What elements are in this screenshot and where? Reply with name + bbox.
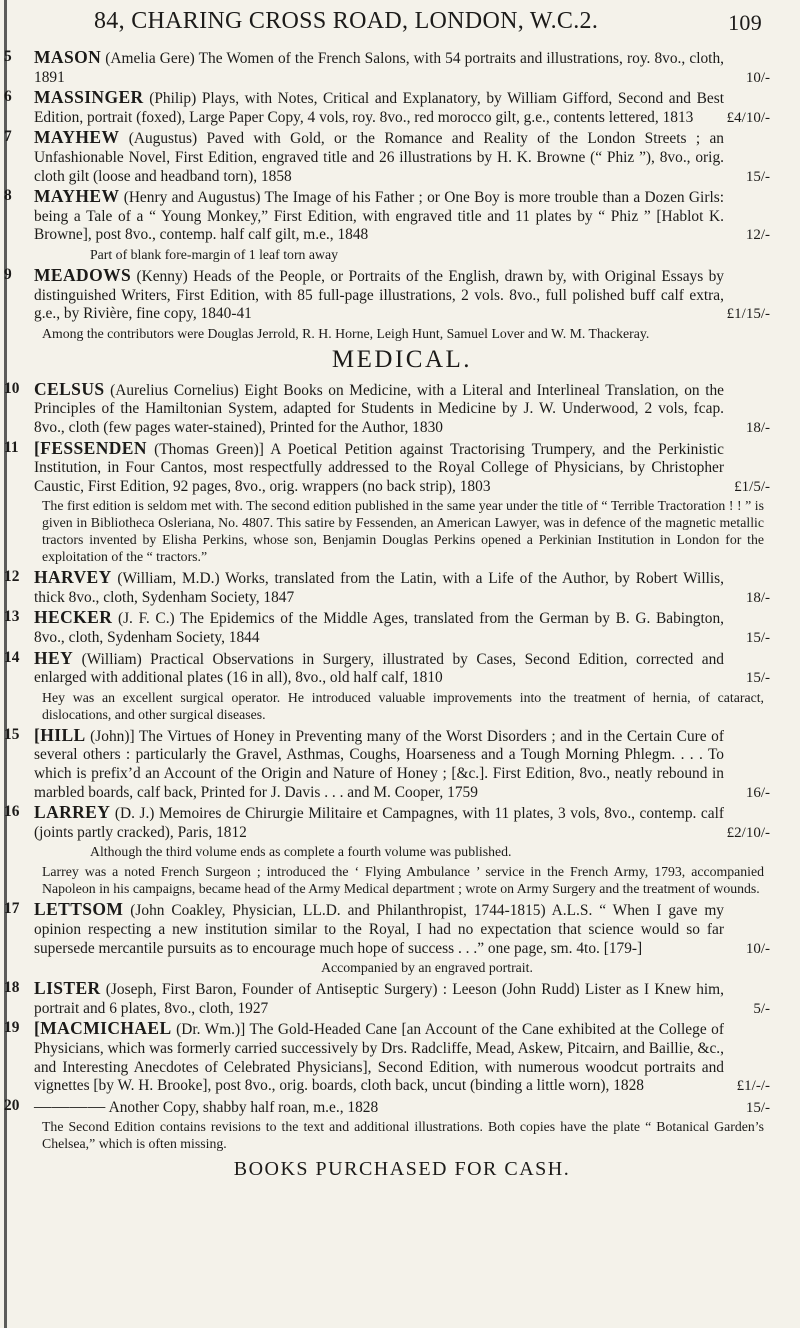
- entry-description: (Dr. Wm.)] The Gold-Headed Cane [an Account of the Cane exhibited at the College of Physicians, which was formerly carried successively by Drs. Radcliffe, Mead, Askew, Pitcairn, and Baillie, &c., and Interesting Anecdotes of Celebrated Physicians], Second Edition, with numerous woodcut portraits and vignettes [by W. H. Brooke], post 8vo., orig. boards, cloth back, uncut (binding a little worn), 1828: [34, 1021, 724, 1095]
- entry-number: 18: [4, 979, 20, 997]
- entry-note: The first edition is seldom met with. The second edition published in the same year under the title of “ Terrible Tractoration ! ! ” is given in Bibliotheca Osleriana, No. 4807. This satire by Fessenden, an American Lawyer, was in defence of the magnetic metallic tractors invented by Elisha Perkins, whose son, Benjamin Douglas Perkins opened a Perkinian Institution in London for the exploitation of the “ tractors.”: [42, 498, 764, 565]
- entry-author: LETTSOM: [34, 899, 124, 920]
- entry-description: (Philip) Plays, with Notes, Critical and Explanatory, by William Gifford, Second and Best Edition, portrait (foxed), Large Paper Copy, 4 vols, roy. 8vo., red morocco gilt, g.e., contents lettered, 1813: [34, 90, 724, 126]
- catalogue-entry: [4, 724, 770, 802]
- entry-author: MAYHEW: [34, 186, 120, 207]
- entry-note: Among the contributors were Douglas Jerrold, R. H. Horne, Leigh Hunt, Samuel Lover and W. M. Thackeray.: [42, 325, 650, 341]
- entry-author: [HILL: [34, 724, 86, 745]
- entry-description: (Amelia Gere) The Women of the French Salons, with 54 portraits and illustrations, roy. 8vo., cloth, 1891: [34, 50, 724, 86]
- entry-description: (Kenny) Heads of the People, or Portraits of the English, drawn by, with Original Essays by distinguished Writers, First Edition, with 85 full-page illustrations, 2 vols. 8vo., full polished buff calf extra, g.e., by Rivière, fine copy, 1840-41: [34, 267, 724, 323]
- entry-author: MASON: [34, 47, 102, 67]
- entry-author: HECKER: [34, 607, 113, 628]
- entry-note: Accompanied by an engraved portrait.: [321, 960, 533, 976]
- entry-number: 19: [4, 1019, 20, 1037]
- catalogue-entry: [4, 647, 770, 688]
- entry-description: (Henry and Augustus) The Image of his Father ; or One Boy is more trouble than a Dozen Girls: being a Tale of a “ Young Monkey,” First Edition, with engraved title and 11 plates by “ Phiz ” [Hablot K. Browne], post 8vo., contemp. half calf gilt, m.e., 1848: [34, 189, 724, 244]
- catalogue-entry: [4, 1095, 770, 1118]
- entry-description: (William) Practical Observations in Surgery, illustrated by Cases, Second Edition, corrected and enlarged with additional plates (16 in all), 8vo., old half calf, 1810: [34, 650, 724, 687]
- entry-price: 10/-: [745, 940, 770, 957]
- entry-description: (Augustus) Paved with Gold, or the Romance and Reality of the London Streets ; an Unfashionable Novel, First Edition, engraved title and 26 illustrations by H. K. Browne (“ Phiz ”), 8vo., orig. cloth gilt (loose and headband torn), 1858: [34, 130, 724, 185]
- entry-author: [FESSENDEN: [34, 437, 147, 458]
- entry-description: (John)] The Virtues of Honey in Preventing many of the Worst Disorders ; and in the Certain Cure of several others : particularly the Gravel, Asthmas, Coughs, Hoarseness and a Tough Morning Phlegm. . . . To which is prefix’d an Account of the Origin and Nature of Honey ; [&c.]. First Edition, 8vo., neatly rebound in marbled boards, calf back, Printed for J. Davis . . . and M. Cooper, 1759: [34, 727, 724, 801]
- entry-number: 15: [4, 725, 20, 743]
- entry-price: 15/-: [745, 1099, 770, 1116]
- catalogue-entry: [4, 87, 770, 127]
- entry-note: Although the third volume ends as complete a fourth volume was published.: [90, 844, 512, 860]
- entry-author: MEADOWS: [34, 264, 132, 285]
- entry-price: 15/-: [745, 630, 770, 647]
- entry-price: £2/10/-: [726, 824, 770, 841]
- catalogue-entry: [4, 802, 770, 842]
- entry-author: CELSUS: [34, 378, 105, 399]
- catalogue-entry: [4, 437, 770, 497]
- catalogue-entries: [4, 47, 770, 1181]
- catalogue-entry: [4, 1018, 770, 1095]
- entry-author: LISTER: [34, 978, 101, 999]
- catalogue-entry: [4, 378, 770, 438]
- entry-number: 6: [4, 88, 12, 106]
- entry-author: HARVEY: [34, 567, 112, 588]
- page-header-title: 84, CHARING CROSS ROAD, LONDON, W.C.2.: [94, 8, 599, 34]
- entry-number: 8: [4, 187, 12, 205]
- entry-description: Another Copy, shabby half roan, m.e., 1828: [108, 1098, 379, 1116]
- entry-price: 5/-: [753, 1000, 770, 1017]
- catalogue-entry: [4, 264, 770, 324]
- entry-price: 16/-: [745, 784, 770, 801]
- entry-description: (Joseph, First Baron, Founder of Antiseptic Surgery) : Leeson (John Rudd) Lister as I Knew him, portrait and 6 plates, 8vo., cloth, 1927: [34, 981, 724, 1017]
- entry-number: 14: [4, 648, 20, 666]
- entry-description: (J. F. C.) The Epidemics of the Middle Ages, translated from the German by B. G. Babington, 8vo., cloth, Sydenham Society, 1844: [34, 610, 724, 647]
- entry-price: £1/-/-: [736, 1078, 770, 1095]
- entry-number: 13: [4, 608, 20, 626]
- entry-price: 18/-: [745, 419, 770, 436]
- entry-description: (William, M.D.) Works, translated from the Latin, with a Life of the Author, by Robert Willis, thick 8vo., cloth, Sydenham Society, 1847: [34, 570, 724, 606]
- entry-number: 16: [4, 803, 20, 821]
- entry-price: £1/5/-: [734, 478, 770, 495]
- entry-author: MAYHEW: [34, 127, 120, 148]
- entry-number: 5: [4, 48, 12, 65]
- entry-author: HEY: [34, 647, 74, 668]
- entry-note: The Second Edition contains revisions to the text and additional illustrations. Both copies have the plate “ Botanical Garden’s Chelsea,” which is often missing.: [42, 1119, 764, 1152]
- entry-number: 10: [4, 379, 20, 397]
- page-number: 109: [728, 10, 762, 35]
- entry-price: 18/-: [745, 589, 770, 606]
- section-title: MEDICAL.: [331, 345, 473, 373]
- entry-number: 20: [4, 1096, 20, 1114]
- footer-notice: BOOKS PURCHASED FOR CASH.: [233, 1158, 571, 1181]
- catalogue-entry: [4, 47, 770, 87]
- entry-price: £1/15/-: [726, 306, 770, 323]
- entry-author: MASSINGER: [34, 87, 144, 108]
- entry-price: £4/10/-: [726, 109, 770, 126]
- entry-price: 15/-: [745, 168, 770, 185]
- catalogue-entry: [4, 567, 770, 607]
- catalogue-entry: [4, 127, 770, 186]
- entry-price: 15/-: [745, 670, 770, 687]
- entry-number: 9: [4, 265, 12, 283]
- entry-number: 17: [4, 900, 20, 918]
- entry-number: 11: [4, 438, 19, 456]
- entry-price: 12/-: [745, 227, 770, 244]
- entry-description: (Aurelius Cornelius) Eight Books on Medicine, with a Literal and Interlineal Translation, on the Principles of the Hamiltonian System, adapted for Students in Medicine by J. W. Underwood, 2 vols, fcap. 8vo., cloth (few pages water-stained), Printed for the Author, 1830: [34, 381, 724, 436]
- entry-ditto-dash: ————: [34, 1095, 106, 1116]
- entry-description: (John Coakley, Physician, LL.D. and Philanthropist, 1744-1815) A.L.S. “ When I gave my opinion respecting a new institution similar to the Royal, I had no expectation that science would so far supersede mercantile pursuits as to encourage much hope of success . . .” one page, sm. 4to. [179-]: [34, 902, 724, 957]
- entry-note: Larrey was a noted French Surgeon ; introduced the ‘ Flying Ambulance ’ service in the French Army, 1793, accompanied Napoleon in his campaigns, became head of the Army Medical department ; wrote on Army Surgery and the treatment of wounds.: [42, 864, 764, 897]
- entry-author: [MACMICHAEL: [34, 1018, 172, 1039]
- entry-note: Part of blank fore-margin of 1 leaf torn away: [90, 246, 339, 262]
- catalogue-entry: [4, 607, 770, 647]
- entry-note: Hey was an excellent surgical operator. He introduced valuable improvements into the treatment of hernia, of cataract, dislocations, and other surgical diseases.: [42, 689, 764, 722]
- entry-price: 10/-: [745, 69, 770, 86]
- entry-number: 12: [4, 568, 20, 586]
- catalogue-entry: [4, 186, 770, 245]
- catalogue-entry: [4, 978, 770, 1018]
- entry-author: LARREY: [34, 802, 111, 823]
- entry-description: (D. J.) Memoires de Chirurgie Militaire et Campagnes, with 11 plates, 3 vols, 8vo., contemp. calf (joints partly cracked), Paris, 1812: [34, 805, 724, 841]
- entry-description: (Thomas Green)] A Poetical Petition against Tractorising Trumpery, and the Perkinistic Institution, in Four Cantos, most respectfully addressed to the Royal College of Physicians, by Christopher Caustic, First Edition, 92 pages, 8vo., orig. wrappers (no back strip), 1803: [34, 440, 724, 495]
- page-header: [34, 6, 770, 46]
- entry-number: 7: [4, 128, 12, 146]
- catalogue-entry: [4, 899, 770, 958]
